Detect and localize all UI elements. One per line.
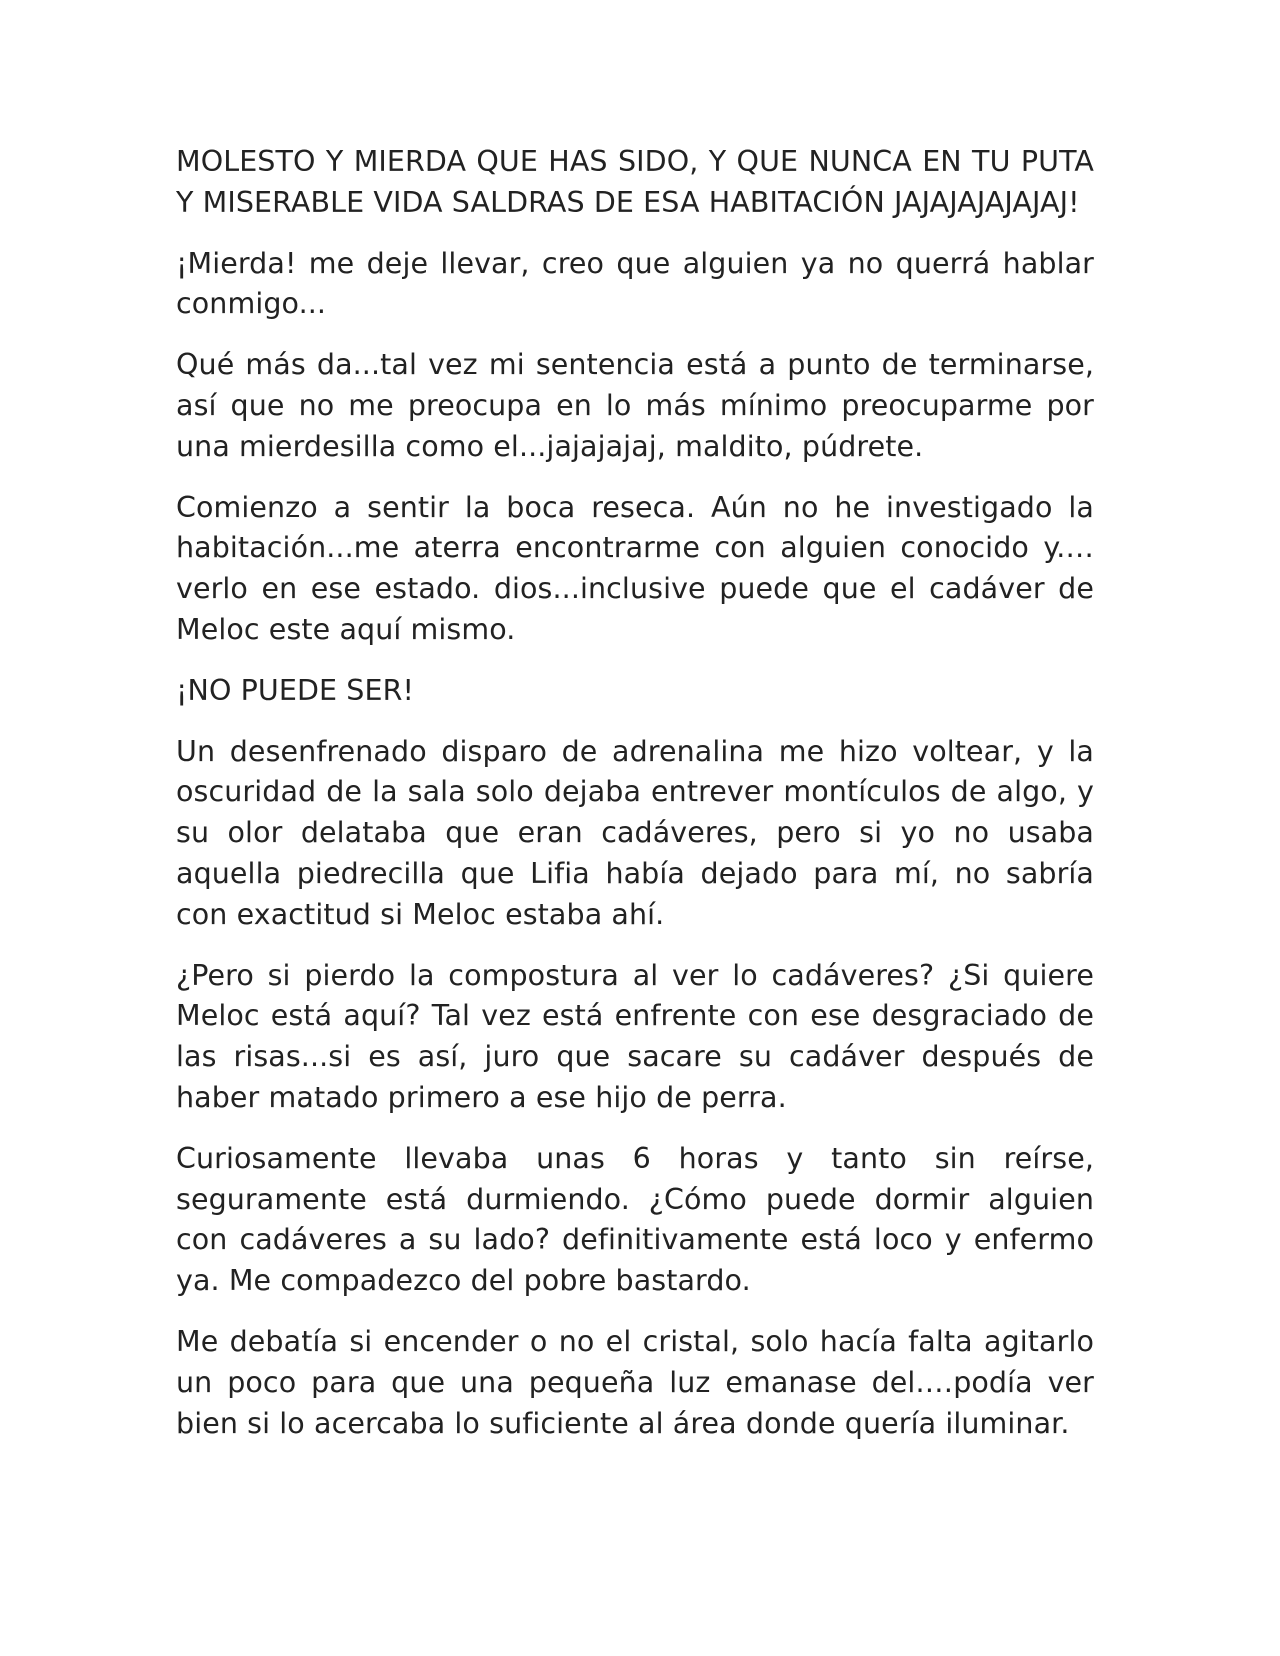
- paragraph: Comienzo a sentir la boca reseca. Aún no he investigado la habitación...me aterra encontrarme con alguien conocido y.…verlo en ese estado. dios...inclusive puede que el cadáver de Meloc este aquí mismo.: [176, 490, 1094, 646]
- paragraph: MOLESTO Y MIERDA QUE HAS SIDO, Y QUE NUNCA EN TU PUTA Y MISERABLE VIDA SALDRAS DE ESA HABITACIÓN JAJAJAJAJAJAJ!: [176, 145, 1094, 219]
- paragraph: ¡Mierda! me deje llevar, creo que alguien ya no querrá hablar conmigo...: [176, 246, 1094, 321]
- paragraph: ¿Pero si pierdo la compostura al ver lo cadáveres? ¿Si quiere Meloc está aquí? Tal vez está enfrente con ese desgraciado de las risas...si es así, juro que sacare su cadáver después de haber matado primero a ese hijo de perra.: [176, 958, 1094, 1114]
- paragraph: Un desenfrenado disparo de adrenalina me hizo voltear, y la oscuridad de la sala solo dejaba entrever montículos de algo, y su olor delataba que eran cadáveres, pero si yo no usaba aquella piedrecilla que Lifia había dejado para mí, no sabría con exactitud si Meloc estaba ahí.: [176, 734, 1094, 931]
- paragraph: Me debatía si encender o no el cristal, solo hacía falta agitarlo un poco para que una pequeña luz emanase del.…podía ver bien si lo acercaba lo suficiente al área donde quería iluminar.: [176, 1324, 1094, 1440]
- document-body: [176, 142, 1094, 1464]
- paragraph: Qué más da...tal vez mi sentencia está a punto de terminarse, así que no me preocupa en lo más mínimo preocuparme por una mierdesilla como el...jajajajaj, maldito, púdrete.: [176, 348, 1094, 463]
- paragraph: ¡NO PUEDE SER!: [176, 673, 415, 707]
- paragraph: Curiosamente llevaba unas 6 horas y tanto sin reírse, seguramente está durmiendo. ¿Cómo puede dormir alguien con cadáveres a su lado? definitivamente está loco y enfermo ya. Me compadezco del pobre bastardo.: [176, 1141, 1094, 1298]
